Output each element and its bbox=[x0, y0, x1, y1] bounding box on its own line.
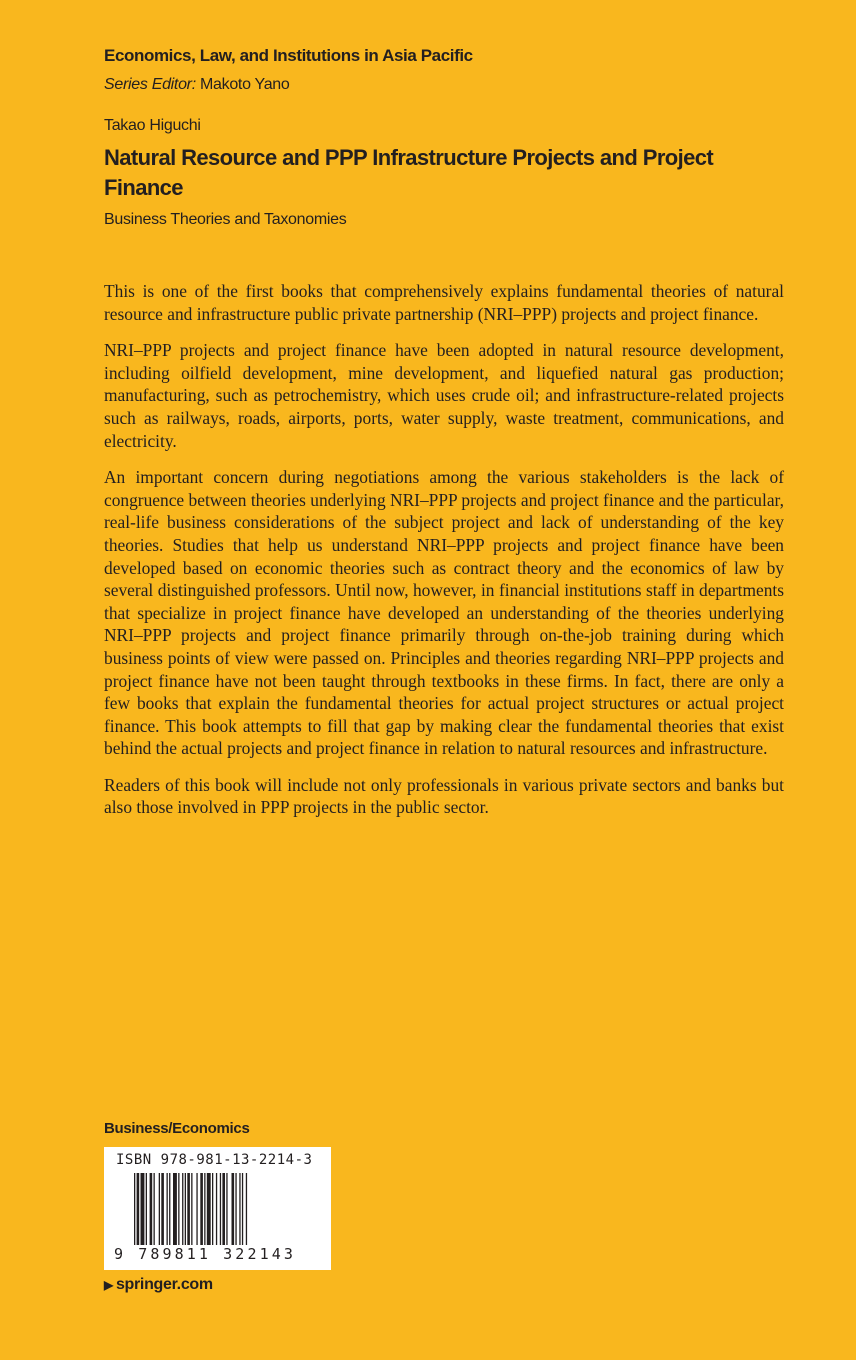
ean-digits: 9 789811 322143 bbox=[114, 1245, 296, 1263]
barcode-bar bbox=[226, 1173, 227, 1245]
barcode-bar bbox=[154, 1173, 155, 1245]
barcode-bar bbox=[141, 1173, 145, 1245]
barcode-bar bbox=[220, 1173, 221, 1245]
barcode-bar bbox=[207, 1173, 211, 1245]
series-editor-label: Series Editor: bbox=[104, 76, 196, 93]
barcode-bar bbox=[182, 1173, 183, 1245]
series-editor-name: Makoto Yano bbox=[200, 76, 290, 93]
book-subtitle: Business Theories and Taxonomies bbox=[104, 211, 347, 228]
barcode-bar bbox=[137, 1173, 140, 1245]
book-title: Natural Resource and PPP Infrastructure Projects and Project Finance bbox=[104, 145, 714, 200]
barcode-bar bbox=[159, 1173, 160, 1245]
blurb-paragraph: NRI–PPP projects and project finance have been adopted in natural resource development, including oilfield development, mine development, and liquefied natural gas production; manufacturing, such as petrochemistry, which uses crude oil; and infrastructure-related projects such as railways, roads, airports, ports, water supply, waste treatment, communications, and electricity. bbox=[104, 340, 784, 451]
barcode-bar bbox=[212, 1173, 213, 1245]
barcode-bar bbox=[246, 1173, 247, 1245]
website-text: springer.com bbox=[115, 1276, 213, 1293]
barcode-bar bbox=[239, 1173, 240, 1245]
barcode-bar bbox=[204, 1173, 205, 1245]
website-link[interactable] bbox=[104, 1276, 213, 1294]
barcode-bar bbox=[196, 1173, 197, 1245]
barcode-bar bbox=[222, 1173, 225, 1245]
barcode-bar bbox=[167, 1173, 168, 1245]
category-label: Business/Economics bbox=[104, 1120, 250, 1137]
blurb-paragraph: Readers of this book will include not only professionals in various private sectors and banks but also those involved in PPP projects in the public sector. bbox=[104, 774, 784, 818]
barcode-bar bbox=[161, 1173, 164, 1245]
series-title: Economics, Law, and Institutions in Asia Pacific bbox=[104, 46, 473, 65]
blurb bbox=[104, 280, 784, 833]
blurb-paragraph: This is one of the first books that comprehensively explains fundamental theories of natural resource and infrastructure public private partnership (NRI–PPP) projects and project finance. bbox=[104, 281, 784, 324]
barcode-bar bbox=[216, 1173, 217, 1245]
barcode-bar bbox=[191, 1173, 192, 1245]
barcode-bar bbox=[178, 1173, 179, 1245]
barcode-bar bbox=[146, 1173, 147, 1245]
series-editor bbox=[104, 76, 290, 94]
barcode-bar bbox=[235, 1173, 236, 1245]
barcode-bar bbox=[187, 1173, 190, 1245]
play-arrow-icon: ▶ bbox=[104, 1278, 113, 1292]
barcode-bar bbox=[134, 1173, 135, 1245]
barcode bbox=[104, 1147, 331, 1270]
barcode-bar bbox=[173, 1173, 177, 1245]
barcode-bar bbox=[200, 1173, 203, 1245]
barcode-bar bbox=[232, 1173, 235, 1245]
barcode-bar bbox=[185, 1173, 186, 1245]
isbn-text: ISBN 978-981-13-2214-3 bbox=[116, 1152, 313, 1168]
blurb-paragraph: An important concern during negotiations among the various stakeholders is the lack of congruence between theories underlying NRI–PPP projects and project finance and the particular, real-life business considerations of the subject project and lack of understanding of the key theories. Studies that help us understand NRI–PPP projects and project finance have been developed based on economic theories such as contract theory and the economics of law by several distinguished professors. Until now, however, in financial institutions staff in departments that specialize in project finance have developed an understanding of the theories underlying NRI–PPP projects and project finance primarily through on-the-job training during which business points of view were passed on. Principles and theories regarding NRI–PPP projects and project finance have not been taught through textbooks in these firms. In fact, there are only a few books that explain the fundamental theories for actual project structures or actual project finance. This book attempts to fill that gap by making clear the fundamental theories that exist behind the actual projects and project finance in relation to natural resources and infrastructure. bbox=[104, 467, 784, 759]
author: Takao Higuchi bbox=[104, 117, 201, 134]
barcode-bar bbox=[169, 1173, 170, 1245]
barcode-bar bbox=[242, 1173, 243, 1245]
barcode-bar bbox=[150, 1173, 153, 1245]
